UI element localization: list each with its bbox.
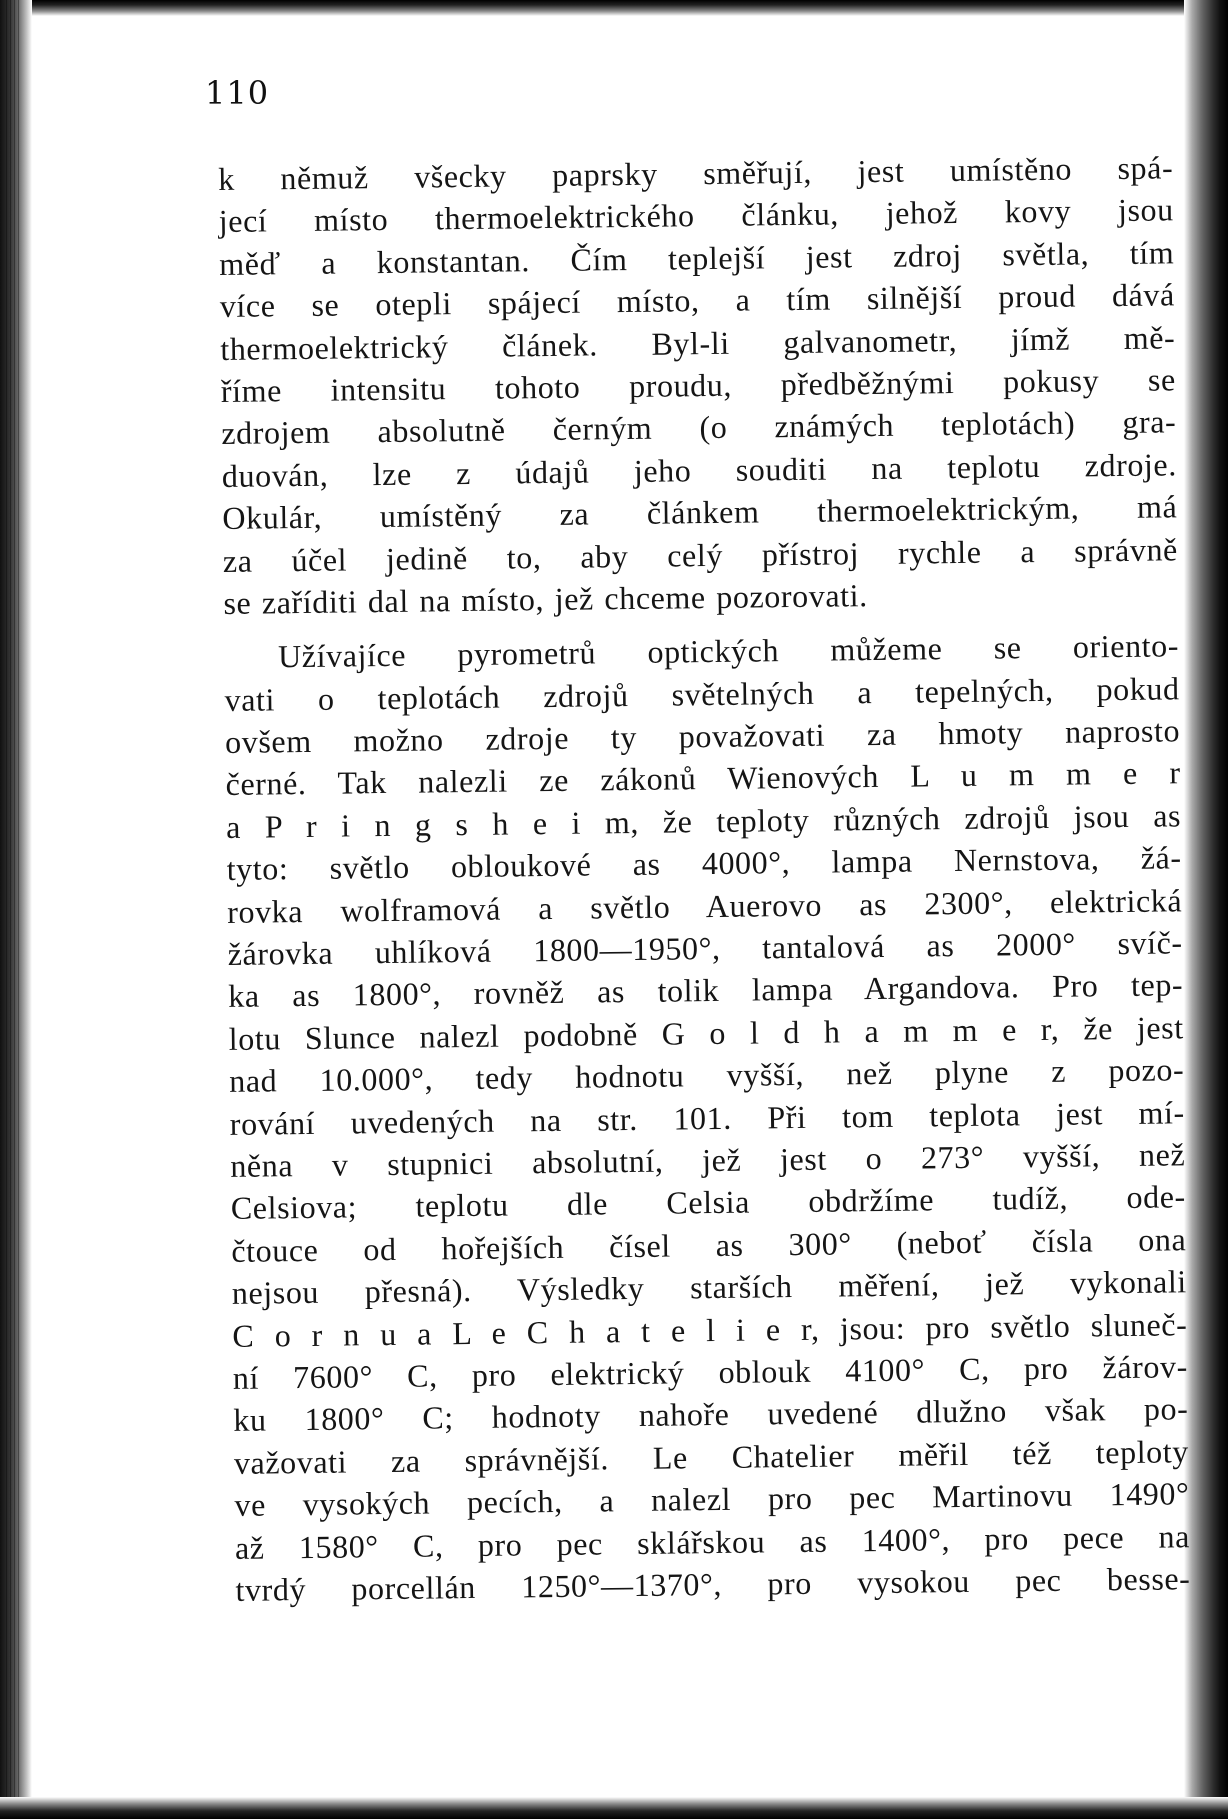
text-line: jecí místo thermoelektrického článku, jehož kovy jsou <box>218 191 1174 240</box>
page-number: 110 <box>205 74 270 112</box>
text-line: rovka wolframová a světlo Auerovo as 2300°, elektrická <box>226 881 1183 930</box>
page-right-edge <box>1184 0 1228 1819</box>
text-line: říme intensitu tohoto proudu, předběžnými pokusy se <box>220 361 1176 409</box>
text-line: nad 10.000°, tedy hodnotu vyšší, než plyne z pozo- <box>229 1051 1185 1100</box>
text-line: tvrdý porcellán 1250°—1370°, pro vysokou pec besse- <box>235 1560 1191 1608</box>
text-line: k němuž všecky paprsky směřují, jest umístěno spá- <box>218 149 1174 197</box>
text-line: C o r n u a L e C h a t e l i e r, jsou: pro světlo sluneč- <box>232 1305 1188 1354</box>
text-line: ovšem možno zdroje ty považovati za hmoty naprosto <box>224 712 1181 761</box>
text-line: čtouce od hořejších čísel as 300° (neboť čísla ona <box>231 1221 1187 1269</box>
text-line: ku 1800° C; hodnoty nahoře uvedené dlužno však po- <box>233 1390 1189 1439</box>
text-line: ve vysokých pecích, a nalezl pro pec Martinovu 1490° <box>234 1475 1190 1524</box>
text-line: Užívajíce pyrometrů optických můžeme se oriento- <box>277 627 1180 675</box>
body-text <box>218 146 1191 1611</box>
page-top-edge <box>0 0 1228 16</box>
text-line: ní 7600° C, pro elektrický oblouk 4100° C, pro žárov- <box>232 1348 1189 1396</box>
text-line: duován, lze z údajů jeho souditi na teplotu zdroje. <box>221 446 1178 494</box>
text-line: vati o teplotách zdrojů světelných a tepelných, pokud <box>224 669 1180 718</box>
text-line: více se otepli spájecí místo, a tím silnější proud dává <box>219 276 1175 325</box>
text-line: něna v stupnici absolutní, jež jest o 273° vyšší, než <box>230 1136 1186 1184</box>
text-line: važovati za správnější. Le Chatelier měřil též teploty <box>233 1432 1190 1481</box>
text-line: zdrojem absolutně černým (o známých teplotách) gra- <box>221 403 1177 452</box>
text-line: Celsiova; teplotu dle Celsia obdržíme tudíž, ode- <box>230 1178 1186 1227</box>
text-line: lotu Slunce nalezl podobně G o l d h a m m e r, že jest <box>228 1009 1184 1057</box>
text-line: za účel jedině to, aby celý přístroj rychle a správně <box>222 530 1179 579</box>
text-line: nejsou přesná). Výsledky starších měření, jež vykonali <box>231 1263 1188 1312</box>
text-line: rování uvedených na str. 101. Při tom teplota jest mí- <box>229 1093 1185 1142</box>
text-line: až 1580° C, pro pec sklářskou as 1400°, pro pece na <box>234 1517 1191 1566</box>
text-line: ka as 1800°, rovněž as tolik lampa Argandova. Pro tep- <box>228 966 1184 1015</box>
text-line: tyto: světlo obloukové as 4000°, lampa Nernstova, žá- <box>226 839 1182 888</box>
text-line: měď a konstantan. Čím teplejší jest zdroj světla, tím <box>219 234 1175 282</box>
text-line: černé. Tak nalezli ze zákonů Wienových L u m m e r <box>225 754 1181 803</box>
page-left-edge-lines <box>6 0 22 1819</box>
text-line: žárovka uhlíková 1800—1950°, tantalová as 2000° svíč- <box>227 924 1183 972</box>
text-line: a P r i n g s h e i m, že teploty různých zdrojů jsou as <box>225 797 1182 845</box>
text-line: thermoelektrický článek. Byl-li galvanometr, jímž mě- <box>220 318 1176 367</box>
page-bottom-edge <box>0 1797 1228 1819</box>
text-line: se zaříditi dal na místo, jež chceme pozorovati. <box>223 577 868 621</box>
text-line: Okulár, umístěný za článkem thermoelektrickým, má <box>222 488 1178 537</box>
